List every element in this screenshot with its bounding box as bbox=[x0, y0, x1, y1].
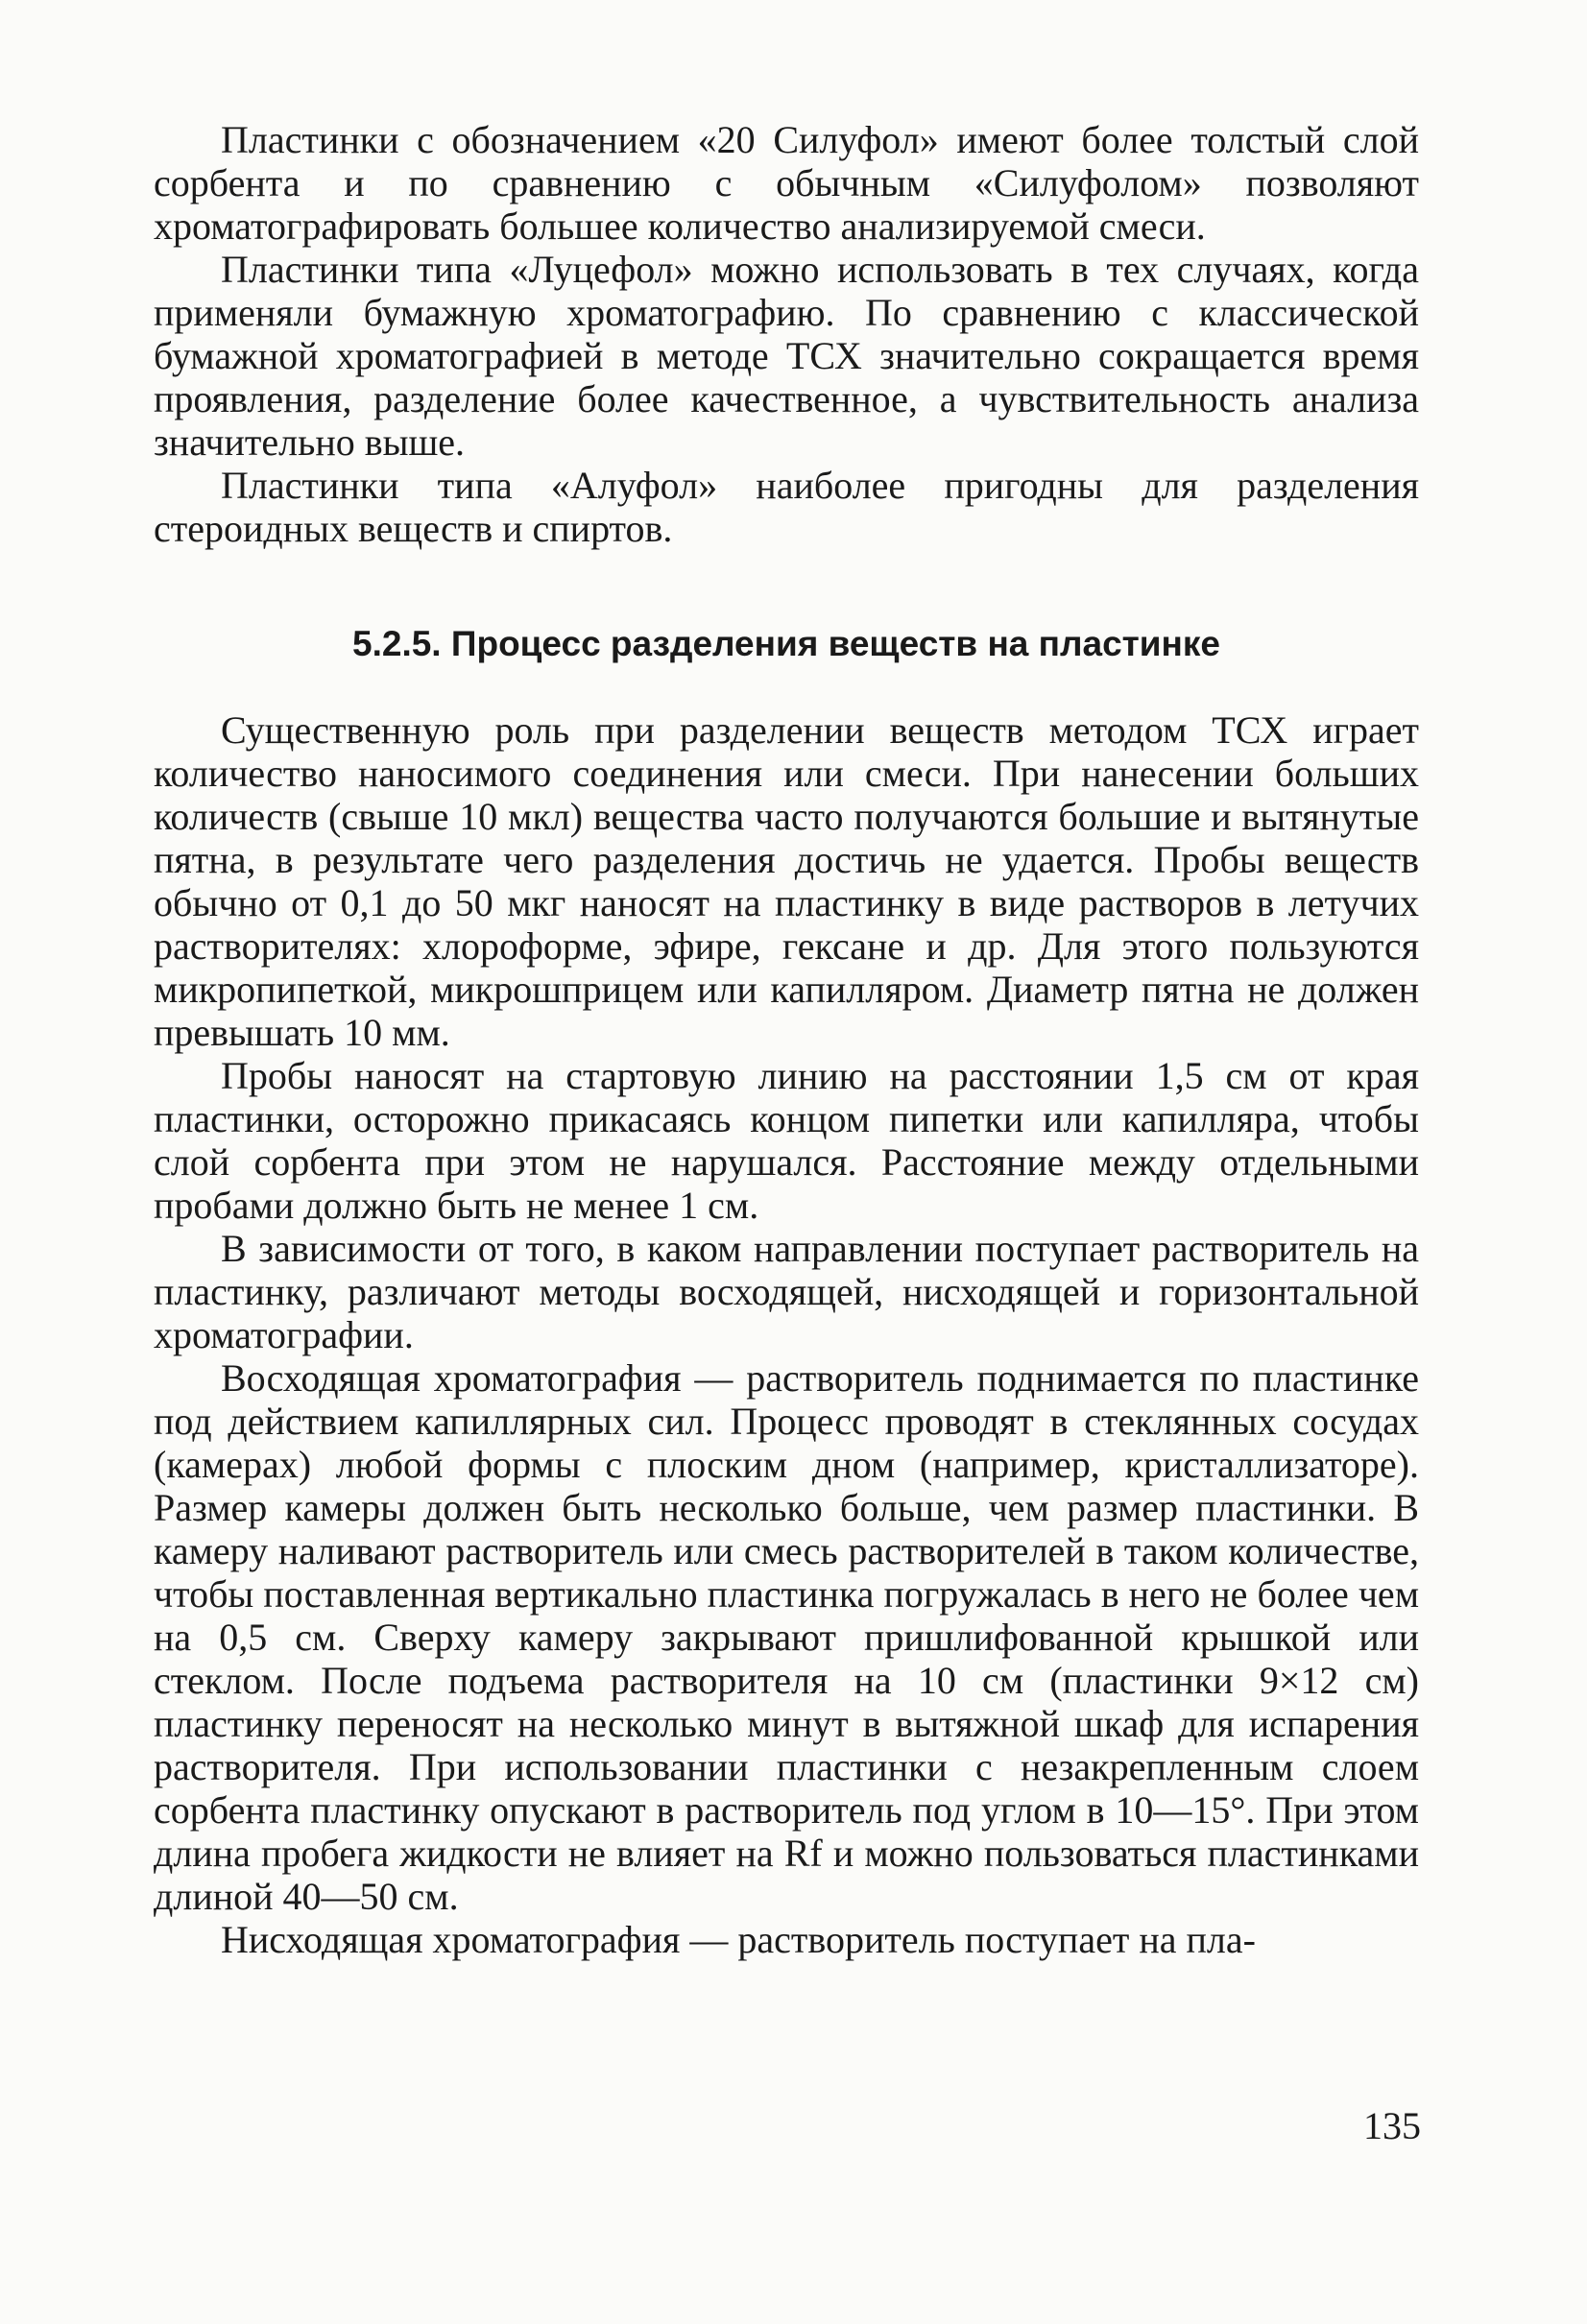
body-text-top bbox=[154, 118, 1419, 550]
paragraph: Пластинки с обозначением «20 Силуфол» имеют более толстый слой сорбента и по сравнению с обычным «Силуфолом» позволяют хроматографировать большее количество анализируемой смеси. bbox=[154, 118, 1419, 248]
paragraph: Пластинки типа «Луцефол» можно использовать в тех случаях, когда применяли бумажную хроматографию. По сравнению с классической бумажной хроматографией в методе ТСХ значительно сокращается время проявления, разделение более качественное, а чувствительность анализа значительно выше. bbox=[154, 248, 1419, 464]
paragraph: В зависимости от того, в каком направлении поступает растворитель на пластинку, различают методы восходящей, нисходящей и горизонтальной хроматографии. bbox=[154, 1227, 1419, 1356]
paragraph: Нисходящая хроматография — растворитель поступает на пла- bbox=[221, 1918, 1256, 1961]
page-number: 135 bbox=[1363, 2104, 1421, 2147]
body-text-bottom bbox=[154, 708, 1419, 1961]
paragraph: Восходящая хроматография — растворитель поднимается по пластинке под действием капиллярных сил. Процесс проводят в стеклянных сосудах (камерах) любой формы с плоским дном (например, кристаллизаторе). Размер камеры должен быть несколько больше, чем размер пластинки. В камеру наливают растворитель или смесь растворителей в таком количестве, чтобы поставленная вертикально пластинка погружалась в него не более чем на 0,5 см. Сверху камеру закрывают пришлифованной крышкой или стеклом. После подъема растворителя на 10 см (пластинки 9×12 см) пластинку переносят на несколько минут в вытяжной шкаф для испарения растворителя. При использовании пластинки с незакрепленным слоем сорбента пластинку опускают в растворитель под углом в 10—15°. При этом длина пробега жидкости не влияет на Rf и можно пользоваться пластинками длиной 40—50 см. bbox=[154, 1356, 1419, 1918]
paragraph: Существенную роль при разделении веществ методом ТСХ играет количество наносимого соединения или смеси. При нанесении больших количеств (свыше 10 мкл) вещества часто получаются большие и вытянутые пятна, в результате чего разделения достичь не удается. Пробы веществ обычно от 0,1 до 50 мкг наносят на пластинку в виде растворов в летучих растворителях: хлороформе, эфире, гексане и др. Для этого пользуются микропипеткой, микрошприцем или капилляром. Диаметр пятна не должен превышать 10 мм. bbox=[154, 708, 1419, 1054]
paragraph: Пластинки типа «Алуфол» наиболее пригодны для разделения стероидных веществ и спиртов. bbox=[154, 464, 1419, 550]
section-heading: 5.2.5. Процесс разделения веществ на пластинке bbox=[352, 624, 1220, 663]
paragraph: Пробы наносят на стартовую линию на расстоянии 1,5 см от края пластинки, осторожно прикасаясь концом пипетки или капилляра, чтобы слой сорбента при этом не нарушался. Расстояние между отдельными пробами должно быть не менее 1 см. bbox=[154, 1054, 1419, 1227]
